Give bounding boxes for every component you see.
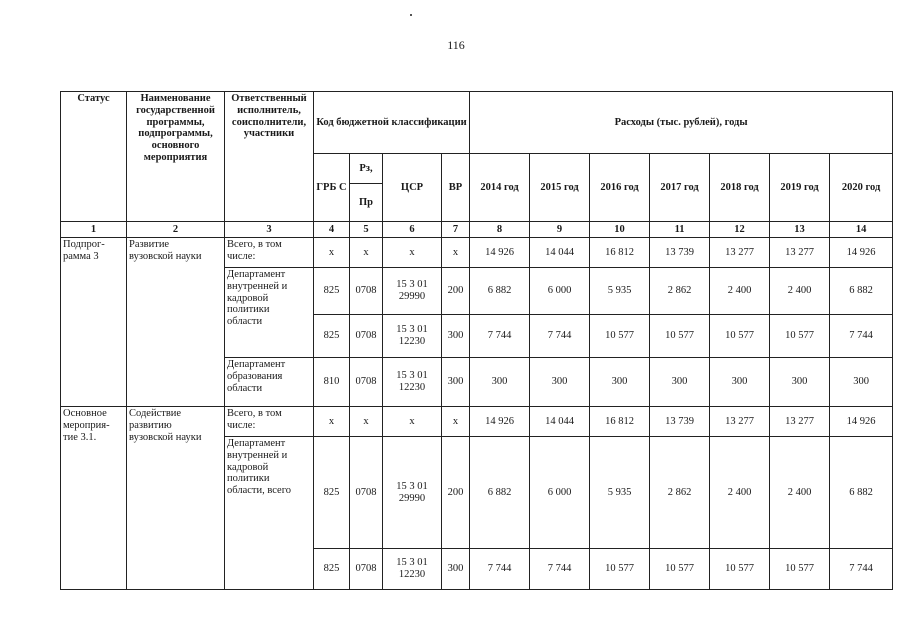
column-number-row <box>61 222 893 238</box>
expense-value-cell: 2 862 <box>650 268 710 315</box>
program-name-cell: Содействие развитию вузовской науки <box>127 407 225 590</box>
column-number: 13 <box>770 222 830 238</box>
vr-cell: 200 <box>442 268 470 315</box>
expense-value-cell: 16 812 <box>590 238 650 268</box>
expense-value-cell: 13 277 <box>770 407 830 437</box>
column-number: 4 <box>314 222 350 238</box>
header-vr: ВР <box>442 154 470 222</box>
expense-value-cell: 7 744 <box>530 315 590 358</box>
header-year: 2015 год <box>530 154 590 222</box>
header-csr: ЦСР <box>383 154 442 222</box>
header-pr: Пр <box>350 184 383 222</box>
expense-value-cell: 2 400 <box>770 437 830 549</box>
expense-value-cell: 2 400 <box>770 268 830 315</box>
vr-cell: 300 <box>442 358 470 407</box>
expense-value-cell: 300 <box>770 358 830 407</box>
expense-value-cell: 10 577 <box>770 315 830 358</box>
vr-cell: 200 <box>442 437 470 549</box>
column-number: 2 <box>127 222 225 238</box>
expense-value-cell: 14 926 <box>830 238 893 268</box>
expense-value-cell: 6 882 <box>830 437 893 549</box>
header-expenses: Расходы (тыс. рублей), годы <box>470 92 893 154</box>
header-year: 2019 год <box>770 154 830 222</box>
column-number: 12 <box>710 222 770 238</box>
column-number: 9 <box>530 222 590 238</box>
column-number: 6 <box>383 222 442 238</box>
header-rz: Рз, <box>350 154 383 184</box>
expense-value-cell: 300 <box>470 358 530 407</box>
rzpr-cell: x <box>350 407 383 437</box>
table-row <box>61 407 893 437</box>
expense-value-cell: 14 044 <box>530 238 590 268</box>
expense-value-cell: 6 000 <box>530 268 590 315</box>
header-grbs: ГРБ С <box>314 154 350 222</box>
status-cell: Основное мероприя- тие 3.1. <box>61 407 127 590</box>
expense-value-cell: 2 400 <box>710 437 770 549</box>
status-cell: Подпрог- рамма 3 <box>61 238 127 407</box>
csr-cell: 15 3 01 12230 <box>383 315 442 358</box>
column-number: 14 <box>830 222 893 238</box>
expense-value-cell: 13 739 <box>650 238 710 268</box>
vr-cell: 300 <box>442 315 470 358</box>
expense-value-cell: 6 882 <box>470 268 530 315</box>
expense-value-cell: 13 277 <box>770 238 830 268</box>
grbs-cell: 825 <box>314 549 350 590</box>
rzpr-cell: x <box>350 238 383 268</box>
csr-cell: 15 3 01 29990 <box>383 437 442 549</box>
header-executor: Ответственный исполнитель, соисполнители, участники <box>225 92 314 222</box>
rzpr-cell: 0708 <box>350 268 383 315</box>
expense-value-cell: 13 277 <box>710 238 770 268</box>
expense-value-cell: 300 <box>530 358 590 407</box>
program-name-cell: Развитие вузовской науки <box>127 238 225 407</box>
column-number: 1 <box>61 222 127 238</box>
grbs-cell: 810 <box>314 358 350 407</box>
expense-value-cell: 6 000 <box>530 437 590 549</box>
executor-cell: Всего, в том числе: <box>225 238 314 268</box>
csr-cell: x <box>383 407 442 437</box>
header-year: 2014 год <box>470 154 530 222</box>
expense-value-cell: 10 577 <box>650 315 710 358</box>
csr-cell: 15 3 01 29990 <box>383 268 442 315</box>
grbs-cell: x <box>314 238 350 268</box>
csr-cell: 15 3 01 12230 <box>383 549 442 590</box>
expense-value-cell: 2 862 <box>650 437 710 549</box>
executor-cell: Департамент внутренней и кадровой политики области <box>225 268 314 358</box>
expense-value-cell: 13 739 <box>650 407 710 437</box>
csr-cell: 15 3 01 12230 <box>383 358 442 407</box>
expense-value-cell: 10 577 <box>710 315 770 358</box>
expense-value-cell: 14 926 <box>470 238 530 268</box>
grbs-cell: 825 <box>314 315 350 358</box>
grbs-cell: 825 <box>314 268 350 315</box>
expense-value-cell: 6 882 <box>830 268 893 315</box>
expense-value-cell: 10 577 <box>590 315 650 358</box>
vr-cell: x <box>442 407 470 437</box>
column-number: 8 <box>470 222 530 238</box>
rzpr-cell: 0708 <box>350 437 383 549</box>
expense-value-cell: 7 744 <box>830 315 893 358</box>
page-number: 116 <box>447 38 465 52</box>
grbs-cell: x <box>314 407 350 437</box>
header-status: Статус <box>61 92 127 222</box>
header-year: 2018 год <box>710 154 770 222</box>
expense-value-cell: 7 744 <box>470 549 530 590</box>
expense-value-cell: 300 <box>710 358 770 407</box>
expense-value-cell: 6 882 <box>470 437 530 549</box>
header-budget-code: Код бюджетной классификации <box>314 92 470 154</box>
rzpr-cell: 0708 <box>350 549 383 590</box>
header-year: 2016 год <box>590 154 650 222</box>
expense-value-cell: 13 277 <box>710 407 770 437</box>
column-number: 11 <box>650 222 710 238</box>
column-number: 5 <box>350 222 383 238</box>
expense-value-cell: 300 <box>590 358 650 407</box>
rzpr-cell: 0708 <box>350 315 383 358</box>
expense-value-cell: 7 744 <box>830 549 893 590</box>
expense-value-cell: 300 <box>830 358 893 407</box>
expense-value-cell: 7 744 <box>530 549 590 590</box>
expense-value-cell: 5 935 <box>590 268 650 315</box>
expense-value-cell: 14 044 <box>530 407 590 437</box>
expense-value-cell: 14 926 <box>830 407 893 437</box>
header-year: 2017 год <box>650 154 710 222</box>
column-number: 3 <box>225 222 314 238</box>
executor-cell: Всего, в том числе: <box>225 407 314 437</box>
table-body <box>61 222 893 590</box>
expense-value-cell: 10 577 <box>590 549 650 590</box>
expense-value-cell: 2 400 <box>710 268 770 315</box>
column-number: 10 <box>590 222 650 238</box>
expense-value-cell: 14 926 <box>470 407 530 437</box>
expense-value-cell: 10 577 <box>770 549 830 590</box>
table-row <box>61 238 893 268</box>
rzpr-cell: 0708 <box>350 358 383 407</box>
header-year: 2020 год <box>830 154 893 222</box>
column-number: 7 <box>442 222 470 238</box>
header-name: Наименование государственной программы, подпрограммы, основного мероприятия <box>127 92 225 222</box>
budget-table <box>60 91 893 590</box>
expense-value-cell: 300 <box>650 358 710 407</box>
executor-cell: Департамент образования области <box>225 358 314 407</box>
expense-value-cell: 5 935 <box>590 437 650 549</box>
vr-cell: x <box>442 238 470 268</box>
grbs-cell: 825 <box>314 437 350 549</box>
expense-value-cell: 16 812 <box>590 407 650 437</box>
csr-cell: x <box>383 238 442 268</box>
expense-value-cell: 10 577 <box>650 549 710 590</box>
vr-cell: 300 <box>442 549 470 590</box>
expense-value-cell: 10 577 <box>710 549 770 590</box>
executor-cell: Департамент внутренней и кадровой политики области, всего <box>225 437 314 590</box>
expense-value-cell: 7 744 <box>470 315 530 358</box>
scan-speck <box>410 14 412 16</box>
